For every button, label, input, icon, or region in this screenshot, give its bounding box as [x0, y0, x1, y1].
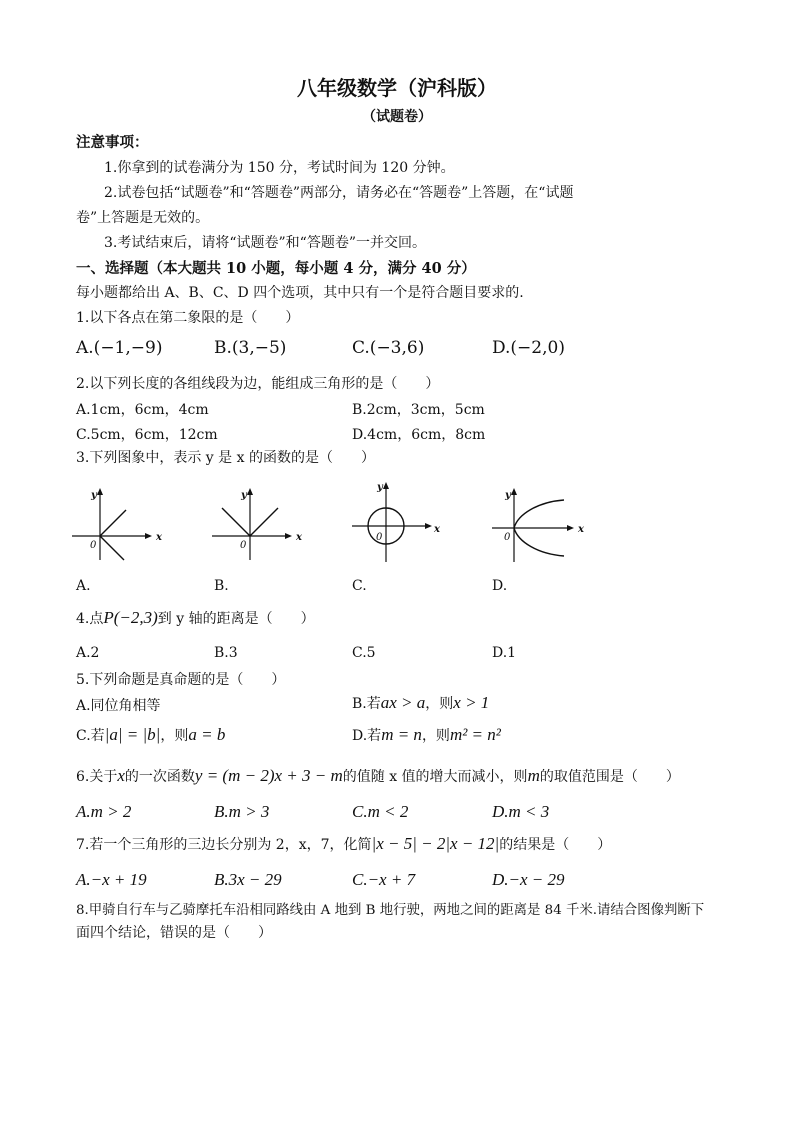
q8-stem-line-2: 面四个结论，错误的是（ ） [76, 925, 272, 941]
q2-option-b: B.2cm，3cm，5cm [352, 402, 485, 418]
notes-item-2-line-2: 卷”上答题是无效的。 [76, 210, 210, 226]
q6-option-c: C.m < 2 [352, 802, 409, 821]
graph-a-x-label: x [156, 532, 162, 543]
graph-b-ray-left [222, 508, 250, 536]
q3-option-b: B. [214, 578, 229, 594]
q1-option-d: D.(−2,0) [492, 338, 565, 358]
q7-option-a: A.−x + 19 [76, 870, 147, 889]
q8-stem-line-1: 8.甲骑自行车与乙骑摩托车沿相同路线由 A 地到 B 地行驶，两地之间的距离是 84 千米.请结合图像判断下 [76, 903, 705, 918]
q5-option-c-mid: ，则 [160, 728, 189, 744]
graph-b-origin: 0 [240, 540, 247, 551]
q5-option-d-math-2: m² = n² [449, 725, 501, 744]
q6-stem-x: x [117, 766, 125, 785]
graph-a-origin: 0 [90, 540, 97, 551]
q2-option-a: A.1cm，6cm，4cm [76, 402, 209, 418]
q5-option-c-math-1: |a| = |b| [104, 725, 161, 744]
graph-a-y-arrow [97, 488, 103, 495]
q1-option-c: C.(−3,6) [352, 338, 425, 358]
graph-a-ray-down [100, 536, 124, 560]
q5-option-c [76, 725, 225, 745]
q6-stem-m: m [527, 766, 540, 785]
q1-stem: 1.以下各点在第二象限的是（ ） [76, 310, 300, 326]
q3-option-a: A. [76, 578, 91, 594]
q6-stem-mid-2: 的值随 x 值的增大而减小，则 [342, 769, 528, 785]
q6-option-a: A.m > 2 [76, 802, 132, 821]
graph-d-x-label: x [578, 524, 584, 535]
graph-b [206, 478, 302, 570]
graph-d-y-label: y [505, 490, 511, 501]
notes-item-3: 3.考试结束后，请将“试题卷”和“答题卷”一并交回。 [104, 235, 426, 251]
q5-option-d-prefix: D.若 [352, 728, 382, 744]
graph-d-origin: 0 [504, 532, 511, 543]
q7-stem-suffix: 的结果是（ ） [499, 837, 612, 853]
q6-stem-prefix: 6.关于 [76, 769, 118, 785]
q2-option-c: C.5cm，6cm，12cm [76, 427, 218, 443]
q3-option-c: C. [352, 578, 367, 594]
q4-stem-prefix: 4.点 [76, 611, 104, 627]
graph-a-y-label: y [91, 490, 97, 501]
q5-option-d-mid: ，则 [421, 728, 450, 744]
q5-option-b-mid: ，则 [425, 696, 454, 712]
q2-option-d: D.4cm，6cm，8cm [352, 427, 486, 443]
q5-option-b-math-1: ax > a [380, 693, 426, 712]
q7-stem-prefix: 7.若一个三角形的三边长分别为 2，x，7，化简 [76, 837, 372, 853]
notes-item-2-line-1: 2.试卷包括“试题卷”和“答题卷”两部分，请务必在“答题卷”上答题，在“试题 [104, 185, 574, 201]
notes-item-1: 1.你拿到的试卷满分为 150 分，考试时间为 120 分钟。 [104, 160, 455, 176]
q6-stem-mid: 的一次函数 [124, 769, 195, 785]
q2-stem: 2.以下列长度的各组线段为边，能组成三角形的是（ ） [76, 376, 440, 392]
q6-stem [76, 766, 680, 786]
section-heading: 一、选择题（本大题共 10 小题，每小题 4 分，满分 40 分） [76, 260, 476, 277]
q5-option-a: A.同位角相等 [76, 698, 161, 714]
q4-option-c: C.5 [352, 645, 376, 661]
page-title: 八年级数学（沪科版） [297, 76, 497, 100]
q3-stem: 3.下列图象中，表示 y 是 x 的函数的是（ ） [76, 450, 375, 466]
notes-heading: 注意事项： [76, 134, 149, 151]
q5-stem: 5.下列命题是真命题的是（ ） [76, 672, 286, 688]
q7-stem [76, 834, 611, 854]
graph-b-y-label: y [241, 490, 247, 501]
q6-option-d: D.m < 3 [492, 802, 550, 821]
graph-c-y-label: y [377, 482, 383, 493]
graph-b-x-arrow [285, 533, 292, 539]
graph-a-ray-up [100, 510, 126, 536]
page-subtitle: （试题卷） [362, 109, 432, 125]
graph-a [66, 478, 162, 570]
graph-a-x-arrow [145, 533, 152, 539]
q5-option-b [352, 693, 489, 713]
graph-b-ray-right [250, 508, 278, 536]
q7-option-b: B.3x − 29 [214, 870, 282, 889]
graph-d [486, 478, 586, 570]
graph-b-x-label: x [296, 532, 302, 543]
q4-stem [76, 608, 315, 628]
graph-c-x-arrow [425, 523, 432, 529]
q5-option-c-prefix: C.若 [76, 728, 105, 744]
graph-c-x-label: x [434, 524, 440, 535]
section-intro: 每小题都给出 A、B、C、D 四个选项，其中只有一个是符合题目要求的. [76, 285, 524, 301]
q4-option-a: A.2 [76, 645, 100, 661]
q4-option-d: D.1 [492, 645, 517, 661]
q5-option-c-math-2: a = b [188, 725, 226, 744]
q4-point: P(−2,3) [103, 608, 158, 627]
q4-stem-suffix: 到 y 轴的距离是（ ） [157, 611, 315, 627]
q5-option-b-prefix: B.若 [352, 696, 381, 712]
graph-c-y-arrow [383, 482, 389, 489]
q4-option-b: B.3 [214, 645, 238, 661]
q6-stem-suffix: 的取值范围是（ ） [539, 769, 680, 785]
q6-option-b: B.m > 3 [214, 802, 270, 821]
q7-option-c: C.−x + 7 [352, 870, 416, 889]
graph-c [346, 472, 442, 570]
graph-d-y-arrow [511, 488, 517, 495]
graph-c-origin: 0 [376, 532, 383, 543]
q6-function: y = (m − 2)x + 3 − m [194, 766, 343, 785]
graph-d-x-arrow [567, 525, 574, 531]
q1-option-b: B.(3,−5) [214, 338, 287, 358]
q3-option-d: D. [492, 578, 508, 594]
q1-option-a: A.(−1,−9) [76, 338, 163, 358]
q5-option-d-math-1: m = n [381, 725, 422, 744]
q7-option-d: D.−x − 29 [492, 870, 565, 889]
q7-expression: |x − 5| − 2|x − 12| [371, 834, 500, 853]
graph-b-y-arrow [247, 488, 253, 495]
q5-option-b-math-2: x > 1 [453, 693, 490, 712]
q5-option-d [352, 725, 501, 745]
